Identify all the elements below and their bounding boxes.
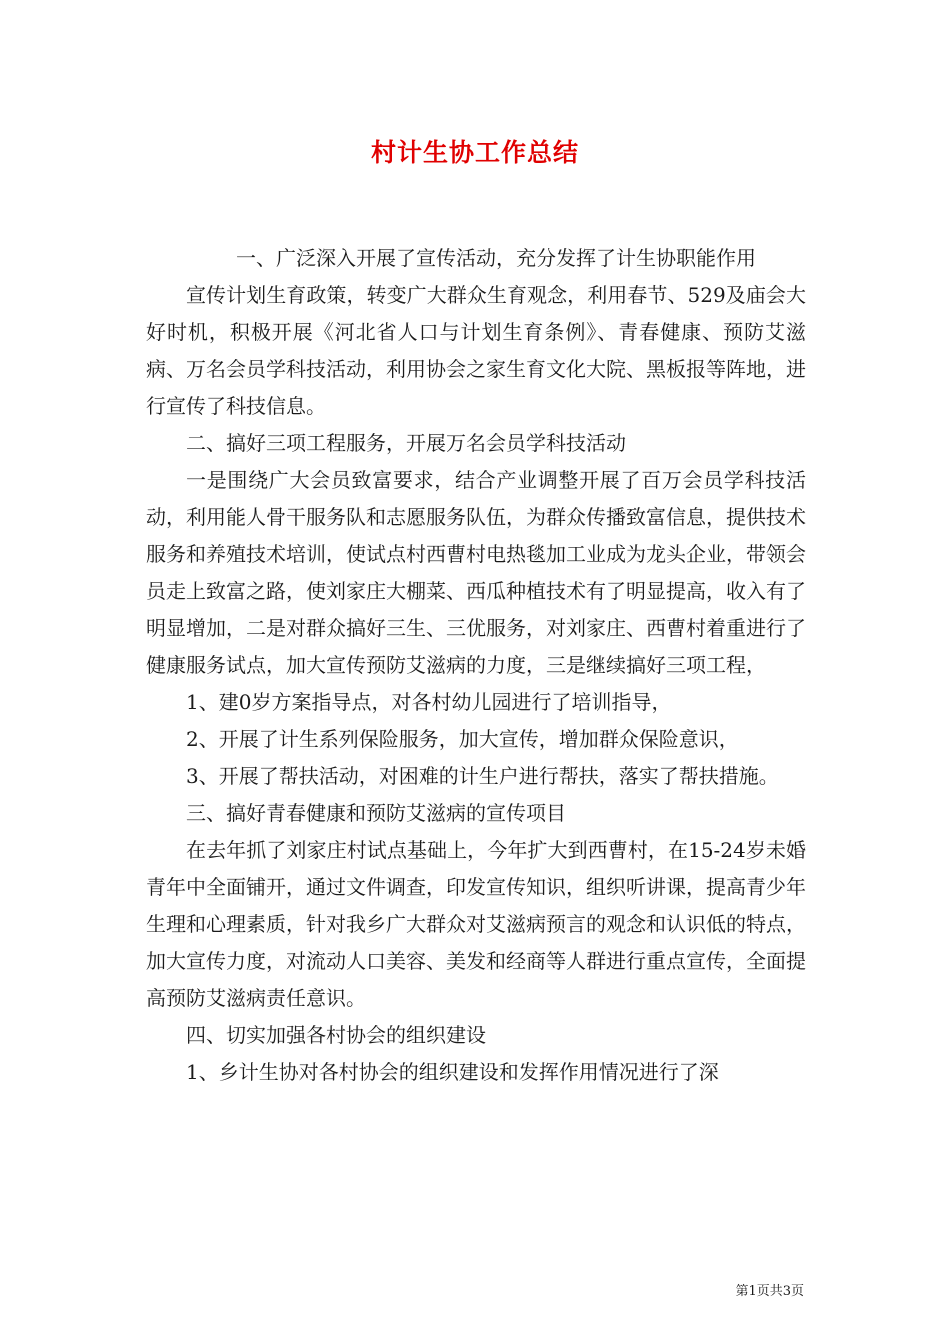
list-item: 2、开展了计生系列保险服务，加大宣传，增加群众保险意识， [186, 727, 739, 751]
paragraph: 一是围绕广大会员致富要求，结合产业调整开展了百万会员学科技活动，利用能人骨干服务队和志愿服务队伍，为群众传播致富信息，提供技术服务和养殖技术培训，使试点村西曹村电热毯加工业成为龙头企业，带领会员走上致富之路，使刘家庄大棚菜、西瓜种植技术有了明显提高，收入有了明显增加，二是对群众搞好三生、三优服务，对刘家庄、西曹村着重进行了健康服务试点，加大宣传预防艾滋病的力度，三是继续搞好三项工程， [146, 468, 806, 677]
list-item: 1、乡计生协对各村协会的组织建设和发挥作用情况进行了深 [186, 1060, 719, 1084]
section-heading-2: 二、搞好三项工程服务，开展万名会员学科技活动 [186, 431, 626, 455]
document-title: 村计生协工作总结 [370, 138, 579, 167]
paragraph: 宣传计划生育政策，转变广大群众生育观念，利用春节、529及庙会大好时机，积极开展《河北省人口与计划生育条例》、青春健康、预防艾滋病、万名会员学科技活动，利用协会之家生育文化大院、黑板报等阵地，进行宣传了科技信息。 [146, 283, 806, 418]
list-item: 3、开展了帮扶活动，对困难的计生户进行帮扶，落实了帮扶措施。 [186, 764, 779, 788]
page-number: 第1页共3页 [735, 1284, 804, 1299]
section-heading-4: 四、切实加强各村协会的组织建设 [186, 1023, 486, 1047]
section-heading-3: 三、搞好青春健康和预防艾滋病的宣传项目 [186, 801, 566, 825]
document-body [146, 240, 806, 1091]
section-heading-1: 一、广泛深入开展了宣传活动，充分发挥了计生协职能作用 [236, 246, 756, 270]
list-item: 1、建0岁方案指导点，对各村幼儿园进行了培训指导， [186, 690, 672, 714]
paragraph: 在去年抓了刘家庄村试点基础上，今年扩大到西曹村，在15-24岁未婚青年中全面铺开，通过文件调查，印发宣传知识，组织听讲课，提高青少年生理和心理素质，针对我乡广大群众对艾滋病预言的观念和认识低的特点，加大宣传力度，对流动人口美容、美发和经商等人群进行重点宣传，全面提高预防艾滋病责任意识。 [146, 838, 806, 1010]
